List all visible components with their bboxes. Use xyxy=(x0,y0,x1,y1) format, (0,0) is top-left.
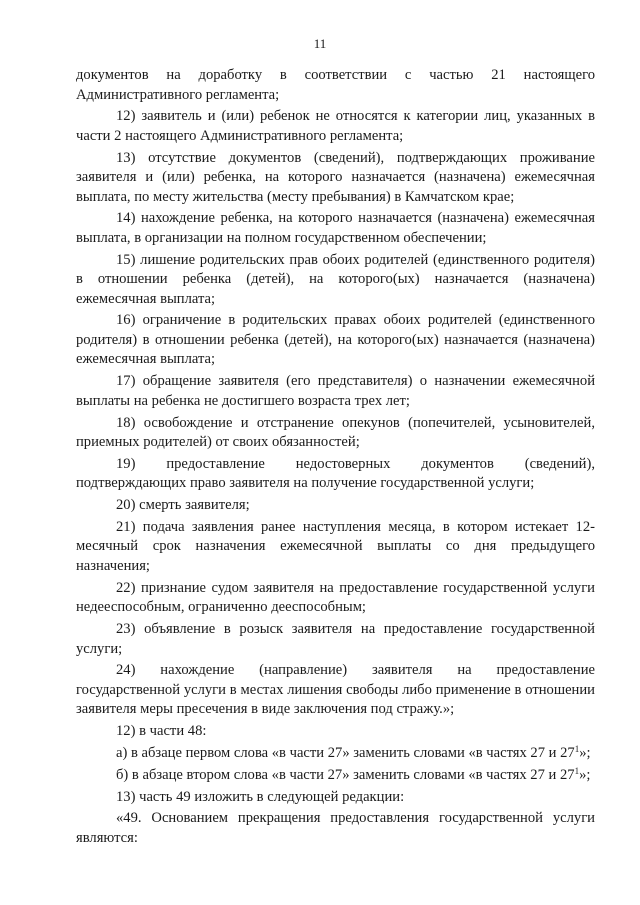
paragraph-item-20: 20) смерть заявителя; xyxy=(116,497,250,514)
subitem-a-superscript: 1 xyxy=(574,743,580,754)
subitem-a-tail: »; xyxy=(579,744,591,761)
paragraph-subitem-a xyxy=(76,744,595,766)
paragraph-part-49-text: «49. Основанием прекращения предоставления государственной услуги являются: xyxy=(76,810,595,846)
paragraph-continuation: документов на доработку в соответствии с частью 21 настоящего Административного регламента; xyxy=(76,67,595,103)
paragraph-item-19: 19) предоставление недостоверных документов (сведений), подтверждающих право заявителя на получение государственной услуги; xyxy=(76,455,595,492)
paragraph-item-18: 18) освобождение и отстранение опекунов (попечителей, усыновителей, приемных родителей) от своих обязанностей; xyxy=(76,414,595,451)
paragraph-item-17: 17) обращение заявителя (его представителя) о назначении ежемесячной выплаты на ребенка не достигшего возраста трех лет; xyxy=(76,373,595,409)
body-text xyxy=(76,66,595,851)
paragraph-subitem-b xyxy=(76,766,595,788)
paragraph-item-14: 14) нахождение ребенка, на которого назначается (назначена) ежемесячная выплата, в организации на полном государственном обеспечении; xyxy=(76,210,595,246)
paragraph-item-12: 12) заявитель и (или) ребенок не относятся к категории лиц, указанных в части 2 настоящего Административного регламента; xyxy=(76,108,595,144)
subitem-b-text: б) в абзаце втором слова «в части 27» заменить словами «в частях 27 и 27 xyxy=(116,766,575,783)
subitem-a-text: а) в абзаце первом слова «в части 27» заменить словами «в частях 27 и 27 xyxy=(116,744,575,761)
page-number: 11 xyxy=(313,36,327,51)
paragraph-amend-part-48: 12) в части 48: xyxy=(116,723,207,740)
paragraph-item-23: 23) объявление в розыск заявителя на предоставление государственной услуги; xyxy=(76,621,595,657)
paragraph-amend-part-49: 13) часть 49 изложить в следующей редакции: xyxy=(116,788,405,805)
subitem-b-tail: »; xyxy=(579,766,591,783)
paragraph-item-16: 16) ограничение в родительских правах обоих родителей (единственного родителя) в отношении ребенка (детей), на которого(ых) назначается (назначена) ежемесячная выплата; xyxy=(76,312,595,368)
paragraph-item-22: 22) признание судом заявителя на предоставление государственной услуги недееспособным, ограниченно дееспособным; xyxy=(76,579,595,616)
paragraph-item-13: 13) отсутствие документов (сведений), подтверждающих проживание заявителя и (или) ребенка, на которого назначается (назначена) ежемесячная выплата, по месту жительства (месту пребывания) в Камчатском крае; xyxy=(76,149,595,205)
paragraph-item-15: 15) лишение родительских прав обоих родителей (единственного родителя) в отношении ребенка (детей), на которого(ых) назначается (назначена) ежемесячная выплата; xyxy=(76,251,595,307)
paragraph-item-24: 24) нахождение (направление) заявителя на предоставление государственной услуги в местах лишения свободы либо применение в отношении заявителя меры пресечения в виде заключения под стражу.»; xyxy=(76,662,595,718)
paragraph-item-21: 21) подача заявления ранее наступления месяца, в котором истекает 12-месячный срок назначения ежемесячной выплаты со дня предыдущего назначения; xyxy=(76,518,595,574)
subitem-b-superscript: 1 xyxy=(574,765,580,776)
